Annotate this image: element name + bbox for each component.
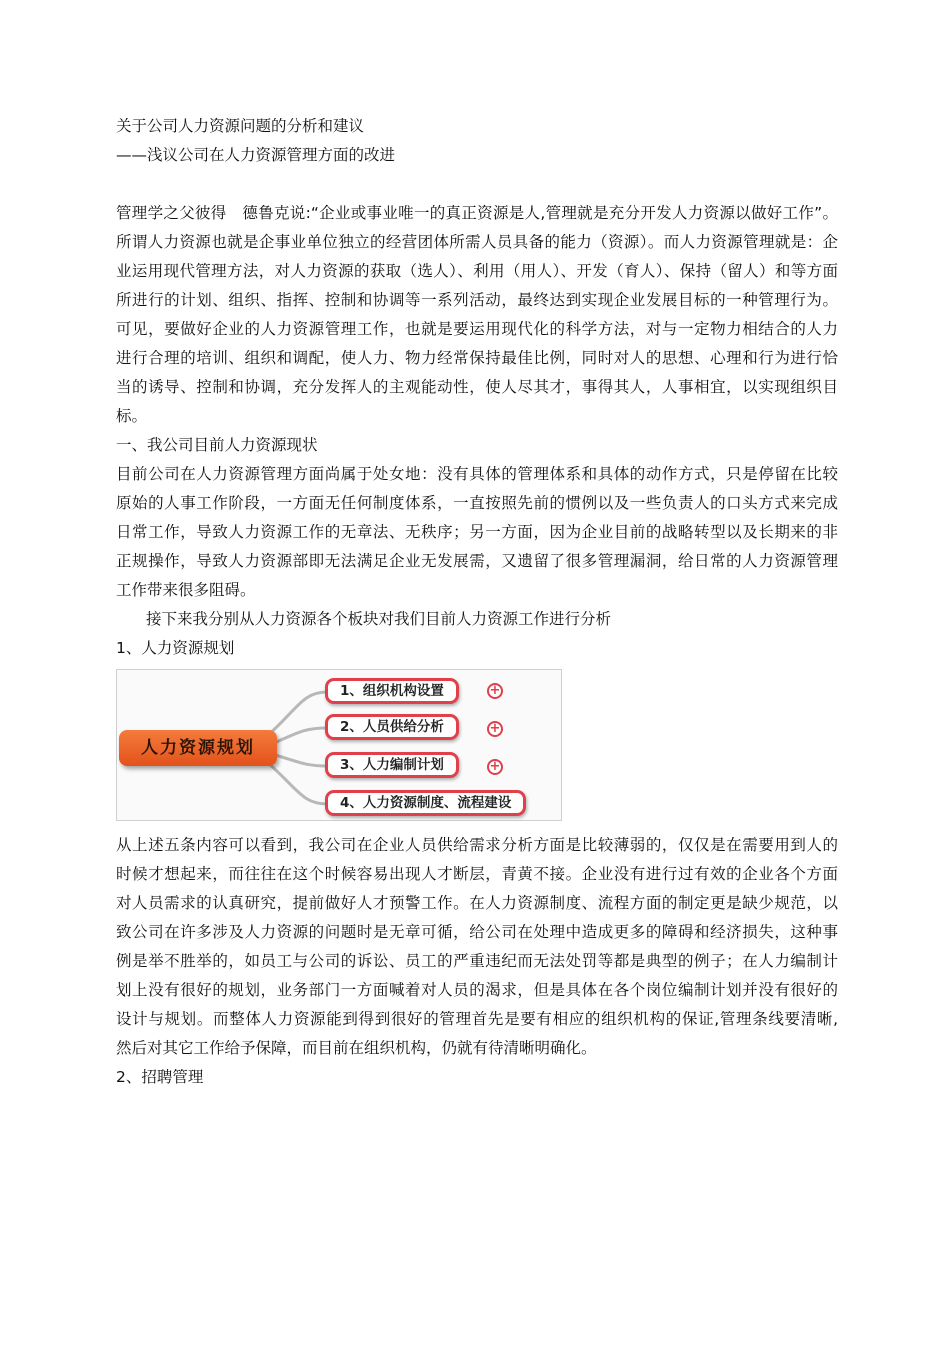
analysis-line-6: 划上没有很好的规划，业务部门一方面喊着对人员的渴求，但是具体在各个岗位编制计划并没有很好的 xyxy=(116,981,838,999)
connector-3 xyxy=(272,754,327,766)
expand-plus-icon[interactable]: + xyxy=(487,683,503,699)
analysis-line-2: 时候才想起来，而往往在这个时候容易出现人才断层，青黄不接。企业没有进行过有效的企业各个方面 xyxy=(116,865,838,883)
item1-heading: 1、人力资源规划 xyxy=(116,639,235,657)
analysis-line-5: 例是举不胜举的，如员工与公司的诉讼、员工的严重违纪而无法处罚等都是典型的例子；在人力编制计 xyxy=(116,952,838,970)
section1-line-2: 原始的人事工作阶段，一方面无任何制度体系，一直按照先前的惯例以及一些负责人的口头方式来完成 xyxy=(116,494,838,512)
analysis-line-7: 设计与规划。而整体人力资源能到得到很好的管理首先是要有相应的组织机构的保证,管理条线要清晰, xyxy=(116,1010,838,1028)
hr-planning-mindmap xyxy=(116,669,562,821)
analysis-line-1: 从上述五条内容可以看到，我公司在企业人员供给需求分析方面是比较薄弱的，仅仅是在需要用到人的 xyxy=(116,836,838,854)
mindmap-node-1[interactable]: 1、组织机构设置 xyxy=(325,678,459,704)
analysis-line-4: 致公司在许多涉及人力资源的问题时是无章可循，给公司在处理中造成更多的障碍和经济损失，这种事 xyxy=(116,923,838,941)
intro-line-1: 管理学之父彼得 德鲁克说:“企业或事业唯一的真正资源是人,管理就是充分开发人力资源以做好工作”。 xyxy=(116,204,838,222)
blank-line xyxy=(116,170,838,199)
section1-line-3: 日常工作，导致人力资源工作的无章法、无秩序；另一方面，因为企业目前的战略转型以及长期来的非 xyxy=(116,523,838,541)
transition-line: 接下来我分别从人力资源各个板块对我们目前人力资源工作进行分析 xyxy=(146,610,612,628)
expand-plus-icon[interactable]: + xyxy=(487,759,503,775)
connector-4 xyxy=(267,762,327,804)
intro-line-4: 所进行的计划、组织、指挥、控制和协调等一系列活动，最终达到实现企业发展目标的一种管理行为。 xyxy=(116,291,838,309)
section1-heading: 一、我公司目前人力资源现状 xyxy=(116,436,318,454)
mindmap-node-3[interactable]: 3、人力编制计划 xyxy=(325,752,459,778)
doc-title: 关于公司人力资源问题的分析和建议 xyxy=(116,117,365,135)
expand-plus-icon[interactable]: + xyxy=(487,721,503,737)
item2-heading: 2、招聘管理 xyxy=(116,1068,204,1086)
doc-subtitle: ——浅议公司在人力资源管理方面的改进 xyxy=(116,146,396,164)
intro-line-2: 所谓人力资源也就是企事业单位独立的经营团体所需人员具备的能力（资源）。而人力资源管理就是：企 xyxy=(116,233,838,251)
mindmap-node-4[interactable]: 4、人力资源制度、流程建设 xyxy=(325,790,526,816)
intro-line-6: 进行合理的培训、组织和调配，使人力、物力经常保持最佳比例，同时对人的思想、心理和行为进行恰 xyxy=(116,349,838,367)
mindmap-root: 人力资源规划 xyxy=(119,730,277,766)
intro-line-7: 当的诱导、控制和协调，充分发挥人的主观能动性，使人尽其才，事得其人，人事相宜，以实现组织目 xyxy=(116,378,838,396)
mindmap-node-2[interactable]: 2、人员供给分析 xyxy=(325,714,459,740)
section1-line-1: 目前公司在人力资源管理方面尚属于处女地：没有具体的管理体系和具体的动作方式，只是停留在比较 xyxy=(116,465,838,483)
section1-line-4: 正规操作，导致人力资源部即无法满足企业无发展需，又遗留了很多管理漏洞，给日常的人力资源管理 xyxy=(116,552,838,570)
intro-line-8: 标。 xyxy=(116,407,148,425)
analysis-line-8: 然后对其它工作给予保障，而目前在组织机构，仍就有待清晰明确化。 xyxy=(116,1039,597,1057)
document-page xyxy=(116,112,838,1092)
intro-line-5: 可见，要做好企业的人力资源管理工作，也就是要运用现代化的科学方法，对与一定物力相结合的人力 xyxy=(116,320,838,338)
analysis-line-3: 对人员需求的认真研究，提前做好人才预警工作。在人力资源制度、流程方面的制定更是缺少规范，以 xyxy=(116,894,838,912)
intro-line-3: 业运用现代管理方法，对人力资源的获取（选人）、利用（用人）、开发（育人）、保持（留人）和等方面 xyxy=(116,262,838,280)
section1-line-5: 工作带来很多阻碍。 xyxy=(116,581,256,599)
connector-2 xyxy=(272,728,327,744)
